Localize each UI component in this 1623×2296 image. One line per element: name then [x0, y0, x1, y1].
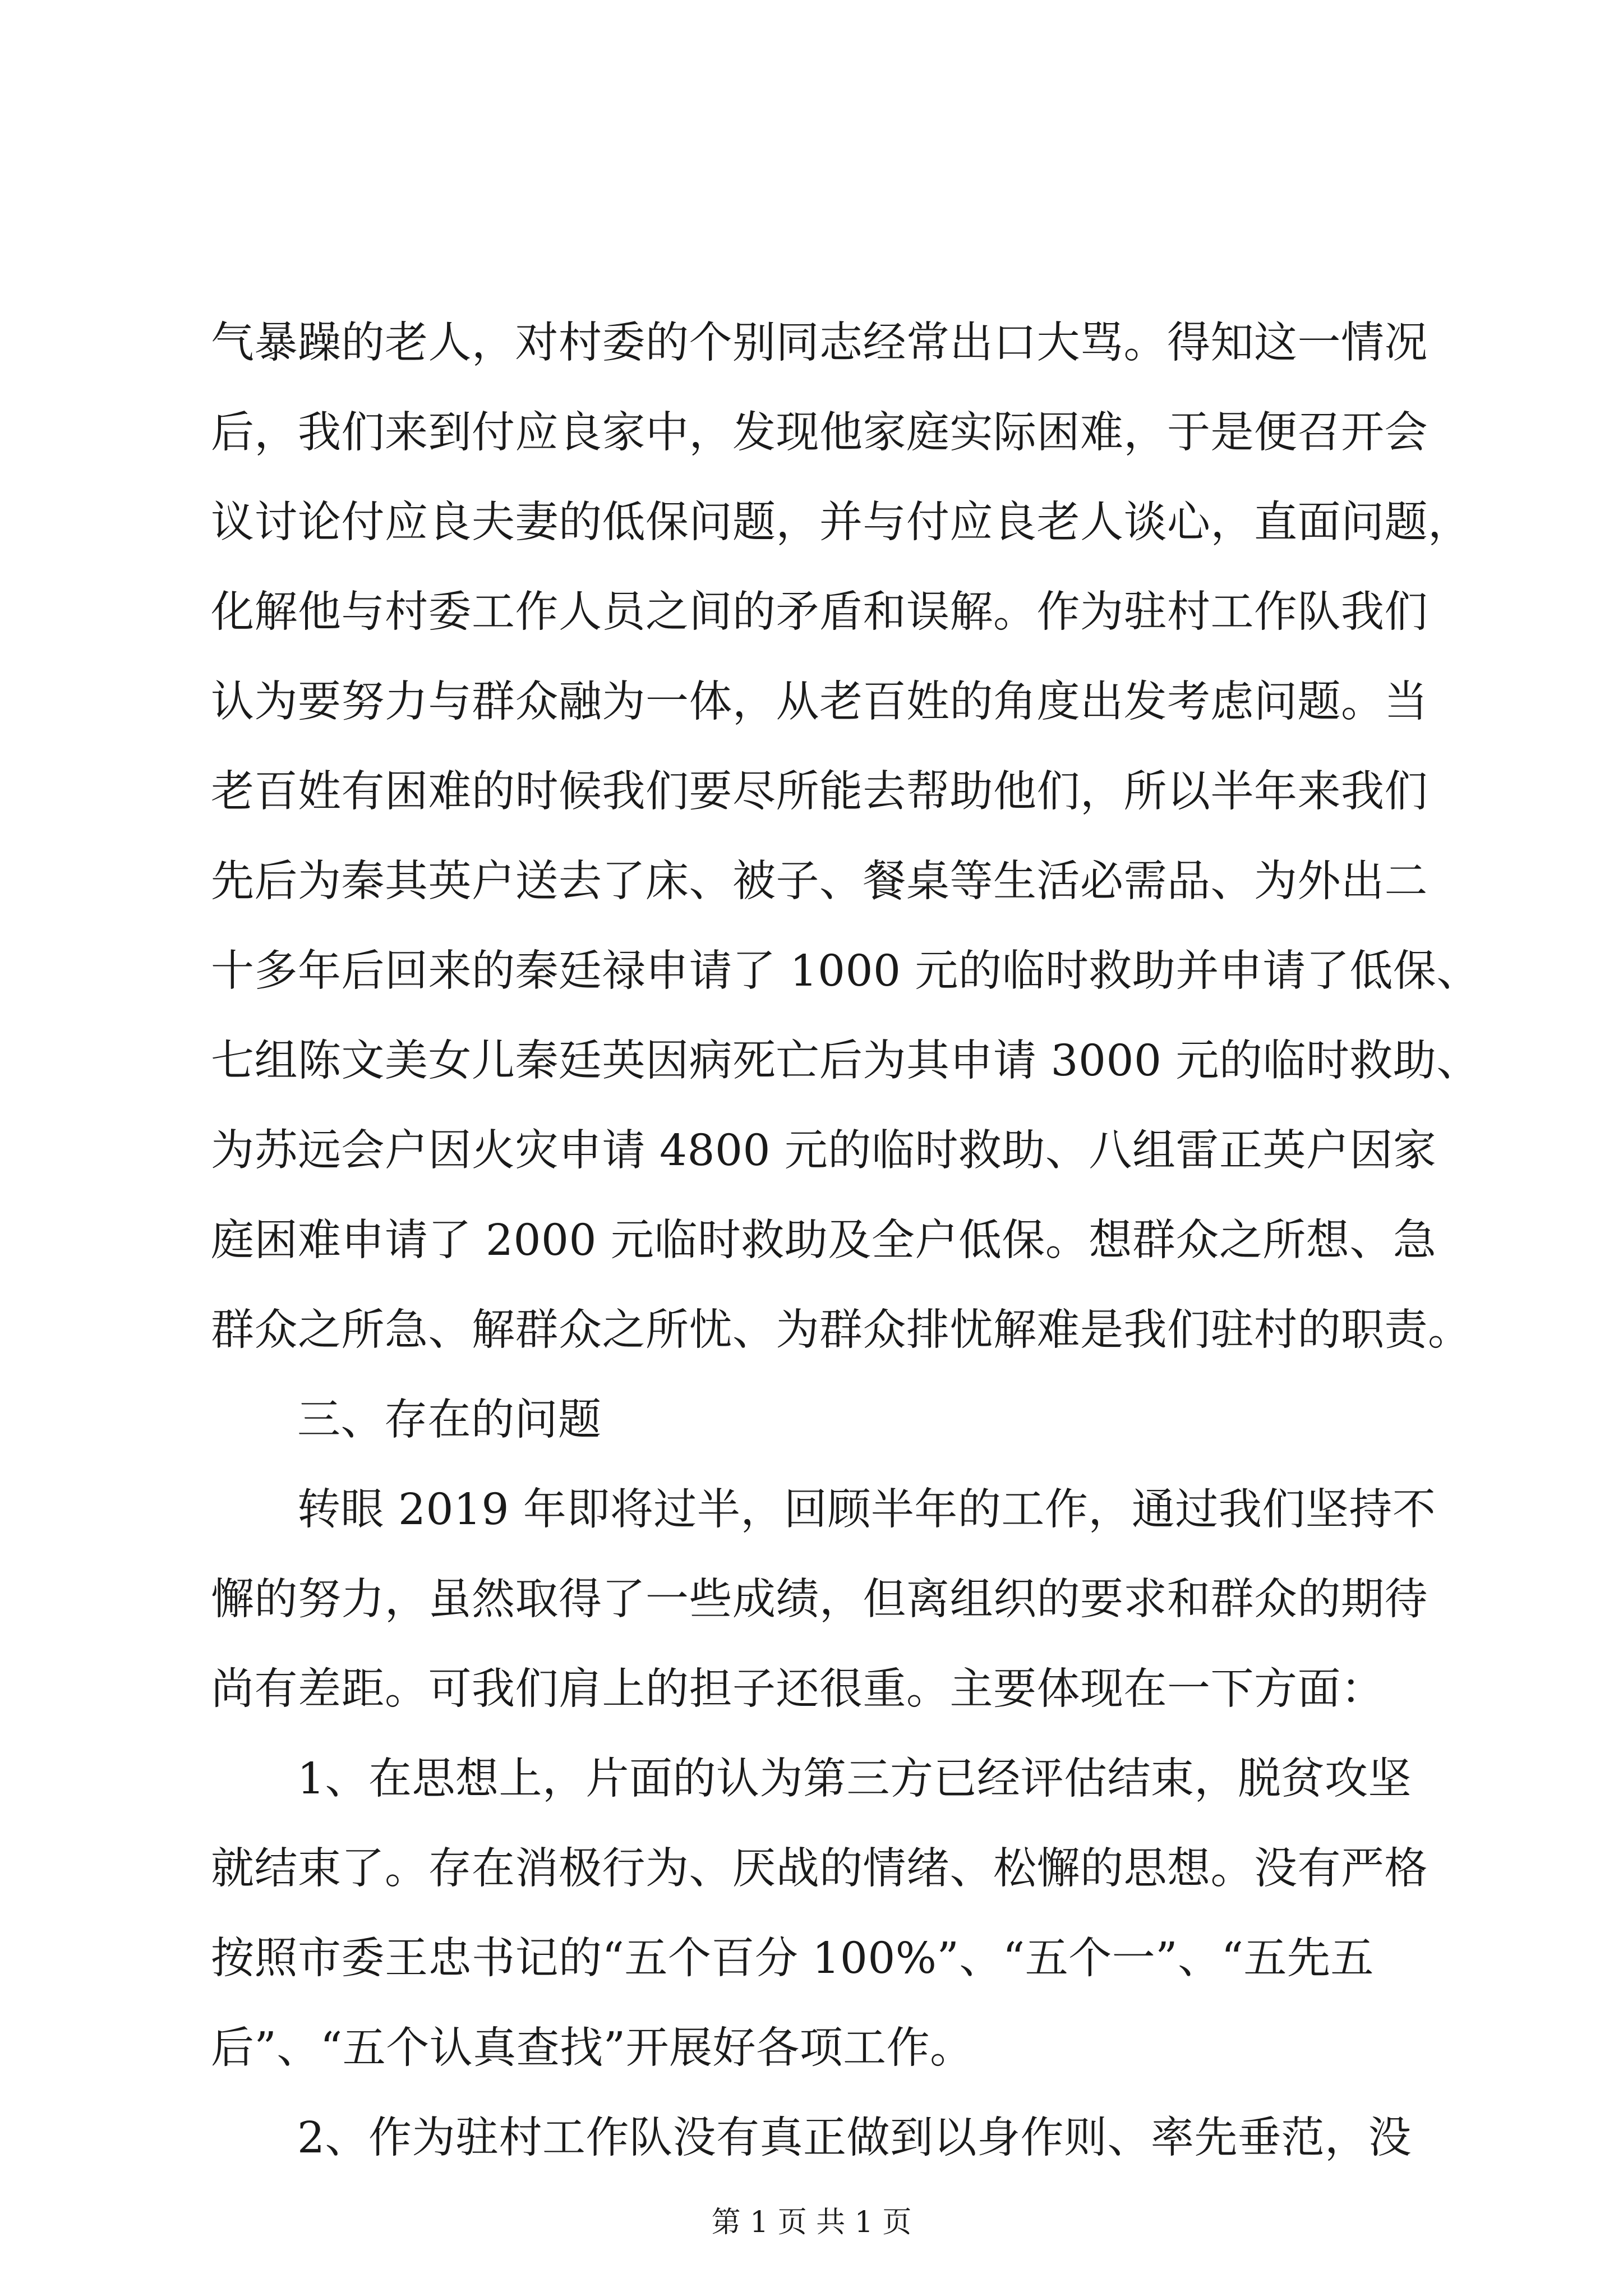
paragraph-line: 后”、“五个认真查找”开展好各项工作。 [211, 2023, 974, 2073]
paragraph-line: 按照市委王忠书记的“五个百分 100%”、“五个一”、“五先五 [211, 1934, 1374, 1984]
section-heading: 三、存在的问题 [297, 1395, 602, 1445]
paragraph-line: 议讨论付应良夫妻的低保问题，并与付应良老人谈心，直面问题， [211, 498, 1472, 547]
page-footer: 第 1 页 共 1 页 [711, 2206, 912, 2239]
paragraph-line: 化解他与村委工作人员之间的矛盾和误解。作为驻村工作队我们 [211, 587, 1428, 637]
paragraph-line: 就结束了。存在消极行为、厌战的情绪、松懈的思想。没有严格 [211, 1844, 1428, 1894]
paragraph-line: 先后为秦其英户送去了床、被子、餐桌等生活必需品、为外出二 [211, 857, 1428, 907]
paragraph-line: 尚有差距。可我们肩上的担子还很重。主要体现在一下方面： [211, 1664, 1385, 1714]
paragraph-line: 为苏远会户因火灾申请 4800 元的临时救助、八组雷正英户因家 [211, 1126, 1437, 1176]
paragraph-line: 庭困难申请了 2000 元临时救助及全户低保。想群众之所想、急 [211, 1216, 1437, 1266]
paragraph-line: 气暴躁的老人，对村委的个别同志经常出口大骂。得知这一情况 [211, 318, 1428, 368]
paragraph-line: 认为要努力与群众融为一体，从老百姓的角度出发考虑问题。当 [211, 677, 1428, 727]
paragraph-line: 懈的努力，虽然取得了一些成绩，但离组织的要求和群众的期待 [211, 1575, 1428, 1625]
paragraph-line: 群众之所急、解群众之所忧、为群众排忧解难是我们驻村的职责。 [211, 1305, 1472, 1355]
paragraph-line: 转眼 2019 年即将过半，回顾半年的工作，通过我们坚持不 [297, 1485, 1436, 1535]
paragraph-line: 2、作为驻村工作队没有真正做到以身作则、率先垂范，没 [297, 2113, 1412, 2163]
paragraph-line: 后，我们来到付应良家中，发现他家庭实际困难，于是便召开会 [211, 408, 1428, 458]
paragraph-line: 十多年后回来的秦廷禄申请了 1000 元的临时救助并申请了低保、 [211, 946, 1480, 996]
paragraph-line: 1、在思想上，片面的认为第三方已经评估结束，脱贫攻坚 [297, 1754, 1412, 1804]
paragraph-line: 老百姓有困难的时候我们要尽所能去帮助他们，所以半年来我们 [211, 767, 1428, 817]
paragraph-line: 七组陈文美女儿秦廷英因病死亡后为其申请 3000 元的临时救助、 [211, 1036, 1480, 1086]
